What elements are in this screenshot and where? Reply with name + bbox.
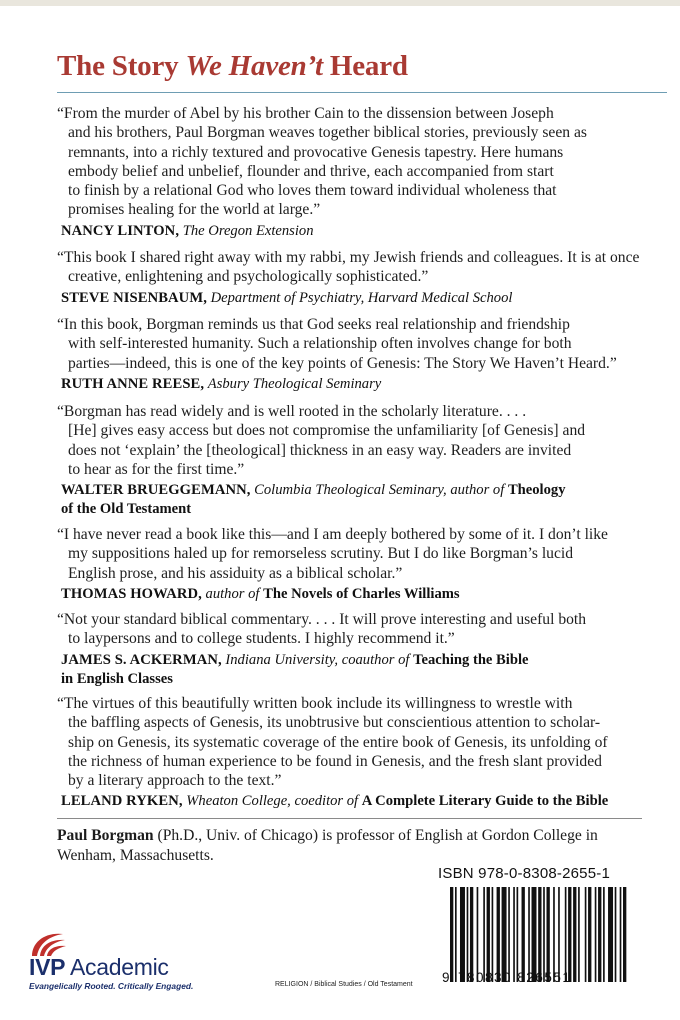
quote-line: “Borgman has read widely and is well rooted in the scholarly literature. . . .	[57, 403, 527, 420]
quote-line: [He] gives easy access but does not compromise the unfamiliarity [of Genesis] and	[68, 422, 586, 440]
publisher-name-academic: Academic	[65, 954, 169, 980]
quote-line: my suppositions haled up for remorseless scrutiny. But I do like Borgman’s lucid	[68, 545, 574, 563]
quote-line: “I have never read a book like this—and I am deeply bothered by some of it. I don’t like	[57, 526, 608, 543]
endorser-name: THOMAS HOWARD,	[61, 585, 202, 602]
title-part-3: Heard	[322, 50, 408, 82]
endorsement	[57, 610, 657, 689]
quote-line: and his brothers, Paul Borgman weaves together biblical stories, previously seen as	[68, 124, 587, 142]
quote-line: to hear as for the first time.”	[68, 460, 245, 478]
endorser-name: JAMES S. ACKERMAN,	[61, 651, 222, 668]
endorser-attribution	[57, 222, 657, 241]
quote-line: to laypersons and to college students. I highly recommend it.”	[68, 630, 455, 648]
quote-line: the baffling aspects of Genesis, its unobtrusive but conscientious attention to scholar-	[68, 714, 601, 732]
author-bio-line	[57, 826, 657, 846]
endorser-book-title-continued: in English Classes	[61, 670, 173, 687]
publisher-name-ivp: IVP	[29, 954, 66, 980]
quote-line: to finish by a relational God who loves them toward individual wholeness that	[68, 182, 557, 200]
endorser-affiliation: Indiana University, coauthor of	[225, 651, 410, 668]
cover-top-edge	[0, 0, 680, 6]
quote-line: does not ‘explain’ the [theological] thickness in an easy way. Readers are invited	[68, 441, 572, 459]
barcode-icon	[450, 887, 628, 982]
author-bio	[57, 826, 657, 866]
publisher-logo	[27, 930, 237, 995]
quote-line: the richness of human experience to be found in Genesis, and the fresh slant provided	[68, 752, 602, 770]
quote-line: creative, enlightening and psychologically sophisticated.”	[68, 268, 429, 286]
author-name: Paul Borgman	[57, 827, 154, 844]
endorser-name: WALTER BRUEGGEMANN,	[61, 482, 251, 499]
quote-line: English prose, and his assiduity as a biblical scholar.”	[68, 564, 403, 582]
title-part-1: The Story	[57, 50, 186, 82]
endorsement	[57, 104, 657, 241]
title-part-2: We Haven’t	[185, 50, 323, 82]
endorser-name: RUTH ANNE REESE,	[61, 375, 205, 392]
barcode-digit-groups: 780830 826551	[458, 970, 572, 985]
bisac-category: RELIGION / Biblical Studies / Old Testament	[275, 981, 413, 988]
endorser-name: STEVE NISENBAUM,	[61, 289, 207, 306]
quote-line: by a literary approach to the text.”	[68, 772, 282, 790]
endorser-name: LELAND RYKEN,	[61, 793, 183, 810]
publisher-name	[29, 954, 169, 981]
endorser-book-title: Theology	[507, 482, 566, 499]
quote-line: ship on Genesis, its systematic coverage of the entire book of Genesis, its unfolding of	[68, 733, 608, 751]
endorser-attribution	[57, 585, 657, 604]
endorser-affiliation: Department of Psychiatry, Harvard Medical School	[210, 289, 513, 306]
quote-line: “From the murder of Abel by his brother Cain to the dissension between Joseph	[57, 105, 554, 122]
publisher-tagline: Evangelically Rooted. Critically Engaged.	[29, 981, 194, 991]
endorsement	[57, 402, 657, 520]
endorser-book-title-continued: of the Old Testament	[61, 501, 192, 518]
isbn-label: ISBN 978-0-8308-2655-1	[438, 865, 611, 882]
endorsement	[57, 525, 657, 604]
endorsement	[57, 315, 657, 394]
barcode-lead-digit: 9	[442, 970, 450, 985]
endorser-name: NANCY LINTON,	[61, 222, 180, 239]
quote-line: “This book I shared right away with my rabbi, my Jewish friends and colleagues. It is at once	[57, 249, 640, 266]
quote-line: “The virtues of this beautifully written book include its willingness to wrestle with	[57, 695, 573, 712]
quote-line: with self-interested humanity. Such a relationship often involves change for both	[68, 335, 572, 353]
quote-line: “In this book, Borgman reminds us that God seeks real relationship and friendship	[57, 316, 570, 333]
endorser-affiliation: Columbia Theological Seminary, author of	[254, 482, 505, 499]
endorser-book-title: A Complete Literary Guide to the Bible	[361, 793, 609, 810]
endorser-attribution	[57, 289, 657, 308]
endorser-affiliation: Wheaton College, coeditor of	[186, 793, 359, 810]
endorser-attribution	[57, 651, 657, 670]
endorser-book-title: Teaching the Bible	[413, 651, 529, 668]
quote-line: “Not your standard biblical commentary. . . . It will prove interesting and useful both	[57, 611, 587, 628]
title-divider	[57, 92, 667, 93]
endorsement	[57, 694, 657, 812]
endorser-affiliation: Asbury Theological Seminary	[207, 375, 382, 392]
endorser-affiliation: author of	[205, 585, 260, 602]
quote-line: embody belief and unbelief, flounder and thrive, each accompanied from start	[68, 162, 554, 180]
author-bio-line: Wenham, Massachusetts.	[57, 847, 214, 864]
quote-line: parties—indeed, this is one of the key points of Genesis: The Story We Haven’t Heard.”	[68, 354, 617, 372]
quote-line: promises healing for the world at large.”	[68, 201, 321, 219]
page-title	[57, 50, 408, 83]
isbn-barcode-block	[438, 865, 638, 995]
endorser-book-title: The Novels of Charles Williams	[263, 585, 460, 602]
author-credentials: (Ph.D., Univ. of Chicago) is professor of English at Gordon College in	[153, 827, 598, 844]
author-divider	[57, 818, 642, 819]
quote-line: remnants, into a richly textured and provocative Genesis tapestry. Here humans	[68, 143, 564, 161]
endorsement	[57, 248, 657, 308]
endorser-affiliation: The Oregon Extension	[182, 222, 314, 239]
endorser-attribution	[57, 375, 657, 394]
endorser-attribution	[57, 792, 657, 811]
endorser-attribution	[57, 481, 657, 500]
